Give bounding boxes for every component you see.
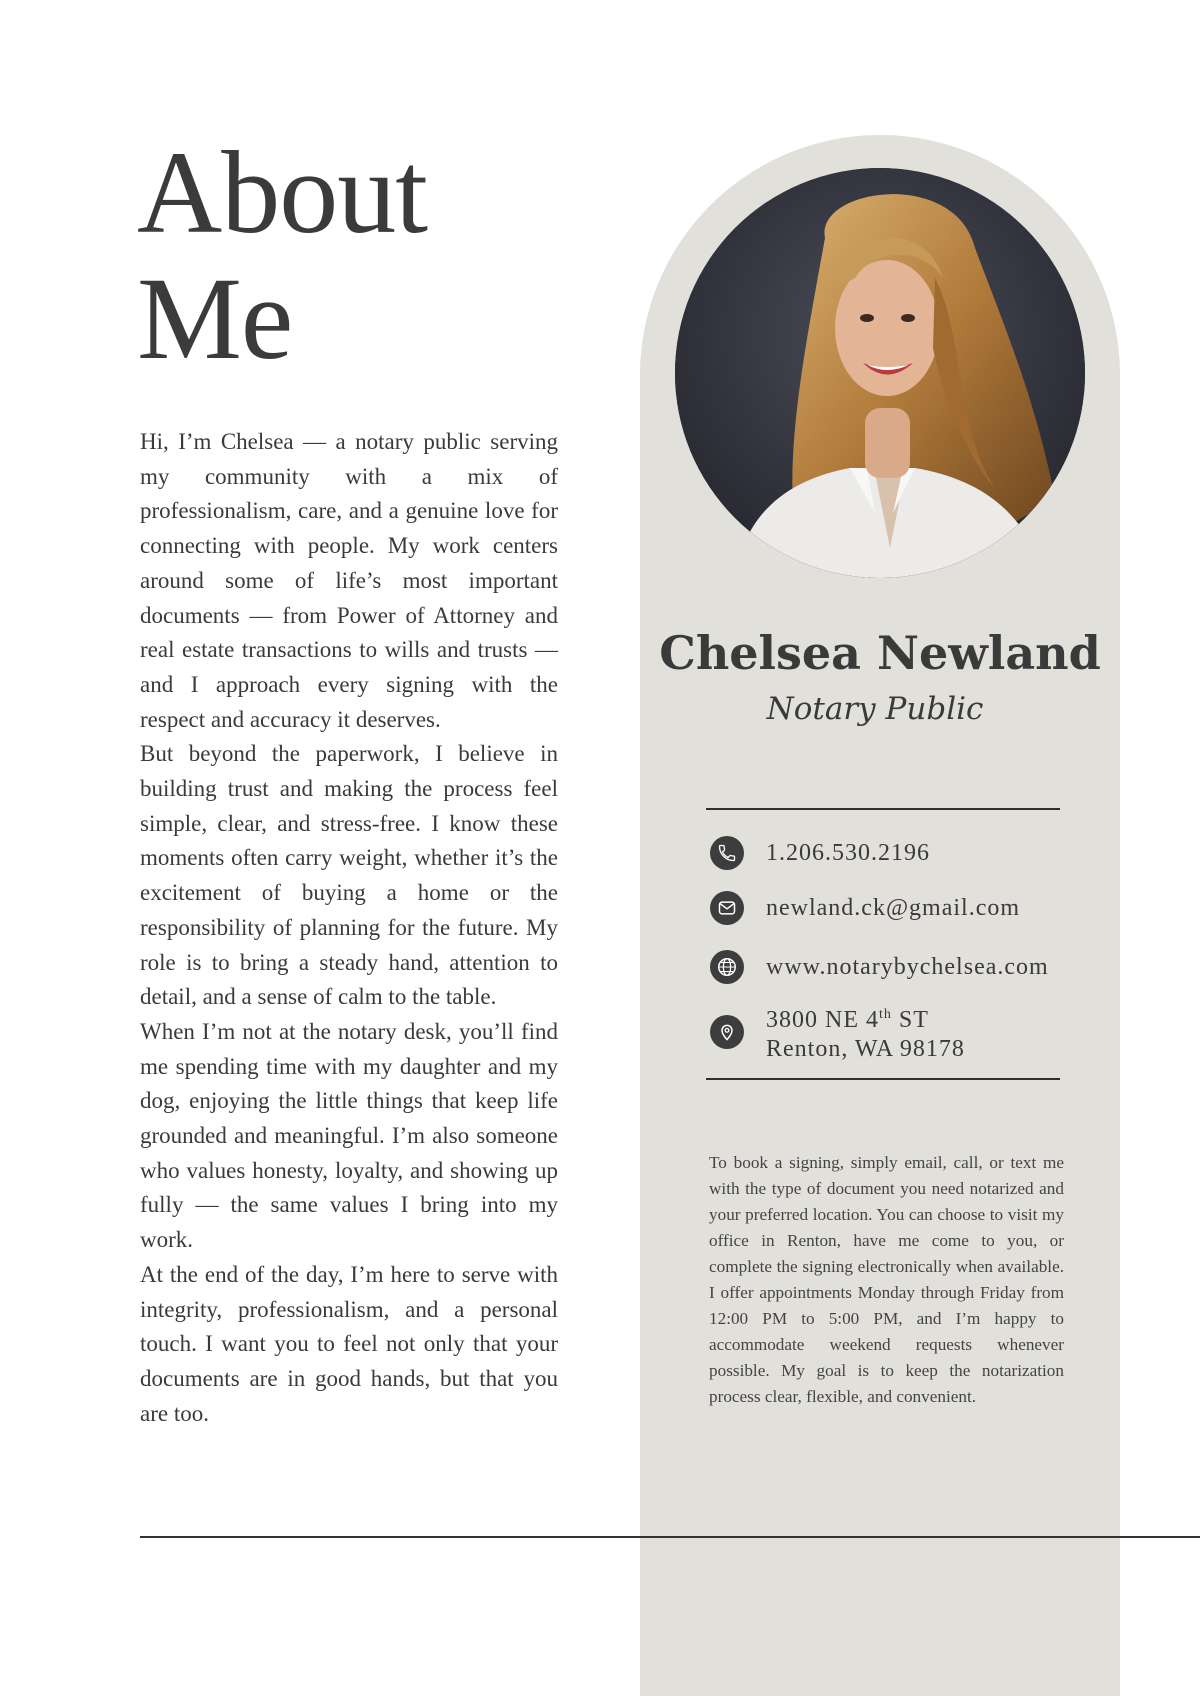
address-street: 3800 NE 4 (766, 1007, 879, 1033)
contact-website[interactable] (710, 950, 1049, 984)
title-line-2: Me (137, 253, 293, 384)
phone-number: 1.206.530.2196 (766, 839, 930, 866)
phone-icon (710, 836, 744, 870)
page-title (137, 127, 427, 384)
address-street-end: ST (891, 1007, 929, 1033)
address-street-suffix: th (879, 1007, 892, 1022)
globe-icon (710, 950, 744, 984)
email-address: newland.ck@gmail.com (766, 894, 1021, 921)
booking-info (709, 1150, 1064, 1410)
bio-paragraph: At the end of the day, I’m here to serve with integrity, professionalism, and a personal touch. I want you to feel not only that your documents are in good hands, but that you are too. (140, 1261, 558, 1426)
bio-paragraph: When I’m not at the notary desk, you’ll find me spending time with my daughter and my dog, enjoying the little things that keep life grounded and meaningful. I’m also someone who values honesty, loyalty, and showing up fully — the same values I bring into my work. (140, 1018, 558, 1253)
email-icon (710, 891, 744, 925)
page-divider (140, 1536, 1200, 1538)
bio-section (140, 425, 558, 1431)
address-city: Renton, WA 98178 (766, 1036, 965, 1062)
contact-divider-bottom (706, 1078, 1060, 1080)
website-url: www.notarybychelsea.com (766, 953, 1049, 980)
contact-email[interactable] (710, 891, 1020, 925)
contact-divider-top (706, 808, 1060, 810)
booking-text: To book a signing, simply email, call, or text me with the type of document you need notarized and your preferred location. You can choose to visit my office in Renton, have me come to you, or complete the signing electronically when available. I offer appointments Monday through Friday from 12:00 PM to 5:00 PM, and I’m happy to accommodate weekend requests whenever possible. My goal is to keep the notarization process clear, flexible, and convenient. (709, 1153, 1064, 1406)
bio-paragraph: But beyond the paperwork, I believe in building trust and making the process feel simple, clear, and stress-free. I know these moments often carry weight, whether it’s the excitement of buying a home or the responsibility of planning for the future. My role is to bring a steady hand, attention to detail, and a sense of calm to the table. (140, 741, 558, 1010)
contact-phone[interactable] (710, 836, 930, 870)
profile-photo (675, 168, 1085, 578)
bio-paragraph: Hi, I’m Chelsea — a notary public serving my community with a mix of professionalism, care, and a genuine love for connecting with people. My work centers around some of life’s most important documents — from Power of Attorney and real estate transactions to wills and trusts — and I approach every signing with the respect and accuracy it deserves. (140, 429, 558, 732)
address-text (766, 1000, 965, 1064)
location-pin-icon (710, 1015, 744, 1049)
title-line-1: About (137, 127, 427, 258)
profile-role: Notary Public (766, 691, 984, 727)
profile-name: Chelsea Newland (659, 626, 1101, 680)
contact-address (710, 1000, 965, 1064)
